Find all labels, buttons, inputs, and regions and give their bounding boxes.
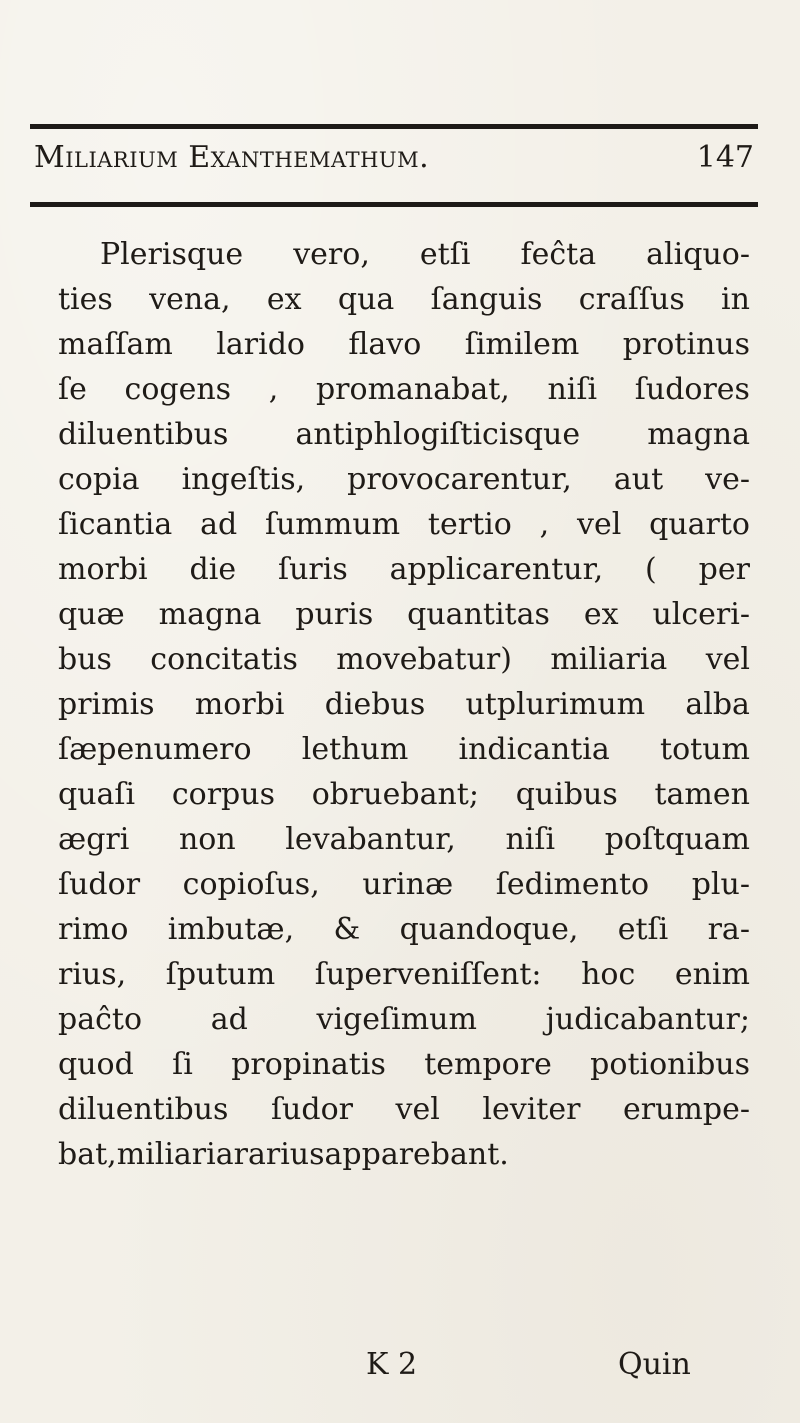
word: ſanguis [430,282,543,317]
word: quandoque, [399,912,579,947]
text-line [58,1132,750,1177]
word: obruebant; [311,777,479,812]
word: leviter [482,1092,581,1127]
running-header [34,140,754,192]
word: aliquo- [646,237,750,272]
word: applicarentur, [389,552,604,587]
word: enim [674,957,750,992]
word: bat, [58,1137,117,1172]
word: , [539,507,550,542]
word: propinatis [231,1047,386,1082]
word: ( [645,552,657,587]
word: craſſus [578,282,685,317]
word: movebatur) [336,642,512,677]
text-line [58,772,750,817]
word: ad [200,507,238,542]
word: in [721,282,750,317]
word: ingeſtis, [181,462,306,497]
text-line [58,322,750,367]
word: vero, [293,237,370,272]
header-rule-bottom [30,202,758,207]
word: ad [210,1002,248,1037]
word: maſſam [58,327,173,362]
word: diluentibus [58,417,229,452]
word: primis [58,687,155,722]
word: ſe [58,372,87,407]
word: copioſus, [182,867,320,902]
word: quod [58,1047,134,1082]
word: diebus [324,687,426,722]
page-number: 147 [696,140,754,175]
word: ve- [705,462,750,497]
word: qua [337,282,395,317]
word: morbi [194,687,285,722]
word: ties [58,282,113,317]
word: imbutæ, [167,912,295,947]
word: miliaria [116,1137,234,1172]
text-line [58,727,750,772]
word: potionibus [590,1047,750,1082]
word: concitatis [150,642,298,677]
word: lethum [301,732,409,767]
word: ſputum [165,957,276,992]
word: vena, [149,282,231,317]
word: vel [395,1092,440,1127]
word: die [189,552,237,587]
word: aut [613,462,664,497]
word: magna [158,597,262,632]
body-text [58,232,750,1177]
word: ſummum [265,507,401,542]
word: ægri [58,822,130,857]
word: ſudores [634,372,750,407]
text-line [58,817,750,862]
word: etſi [419,237,471,272]
word: apparebant. [324,1137,509,1172]
word: feĉta [520,237,597,272]
word: ſæpenumero [58,732,252,767]
word: etſi [617,912,669,947]
word: ex [266,282,302,317]
signature-mark: K 2 [366,1347,418,1382]
running-title: Miliarium Exanthemathum. [34,140,430,175]
word: tertio [427,507,512,542]
word: ſuris [277,552,348,587]
word: magna [647,417,750,452]
word: quaſi [58,777,136,812]
word: rarius [233,1137,325,1172]
word: , [268,372,279,407]
word: ſimilem [464,327,580,362]
word: hoc [581,957,636,992]
header-rule-top [30,124,758,129]
word: ſi [172,1047,193,1082]
word: vel [577,507,622,542]
word: non [178,822,236,857]
word: quibus [515,777,618,812]
text-line [58,637,750,682]
word: puris [295,597,374,632]
word: alba [685,687,750,722]
word: ulceri- [652,597,750,632]
word: quæ [58,597,125,632]
word: diluentibus [58,1092,229,1127]
page-footer [0,1347,800,1391]
word: levabantur, [285,822,456,857]
word: bus [58,642,112,677]
word: niſi [547,372,598,407]
text-line [58,1042,750,1087]
word: urinæ [362,867,454,902]
catchword: Quin [618,1347,691,1382]
word: tamen [654,777,750,812]
text-line [58,457,750,502]
text-line [58,952,750,997]
word: miliaria [550,642,668,677]
word: quarto [649,507,750,542]
word: cogens [124,372,232,407]
text-line [58,907,750,952]
word: ſudor [270,1092,353,1127]
text-line [58,277,750,322]
word: rius, [58,957,127,992]
word: provocarentur, [347,462,572,497]
word: totum [660,732,750,767]
word: ſuperveniſſent: [314,957,542,992]
word: antiphlogiſticisque [295,417,581,452]
word: per [698,552,750,587]
word: indicantia [458,732,610,767]
word: larido [216,327,305,362]
word: flavo [348,327,422,362]
text-line [58,367,750,412]
word: protinus [622,327,750,362]
word: ſicantia [58,507,173,542]
word: ra- [707,912,750,947]
word: erumpe- [623,1092,750,1127]
text-line [58,592,750,637]
word: Plerisque [100,237,244,272]
word: promanabat, [315,372,510,407]
text-line [58,1087,750,1132]
word: plu- [691,867,750,902]
word: niſi [505,822,556,857]
text-line [58,547,750,592]
word: utplurimum [465,687,646,722]
word: vigeſimum [316,1002,477,1037]
text-line [58,862,750,907]
word: ex [583,597,619,632]
word: copia [58,462,140,497]
word: ſedimento [495,867,650,902]
text-line [58,682,750,727]
text-line [58,502,750,547]
word: corpus [171,777,275,812]
text-line [58,997,750,1042]
word: quantitas [407,597,550,632]
word: ſudor [58,867,141,902]
word: morbi [58,552,148,587]
word: vel [705,642,750,677]
text-line [58,412,750,457]
word: judicabantur; [545,1002,750,1037]
word: poſtquam [604,822,750,857]
word: & [333,912,361,947]
text-line [58,232,750,277]
word: paĉto [58,1002,143,1037]
word: tempore [424,1047,552,1082]
word: rimo [58,912,129,947]
